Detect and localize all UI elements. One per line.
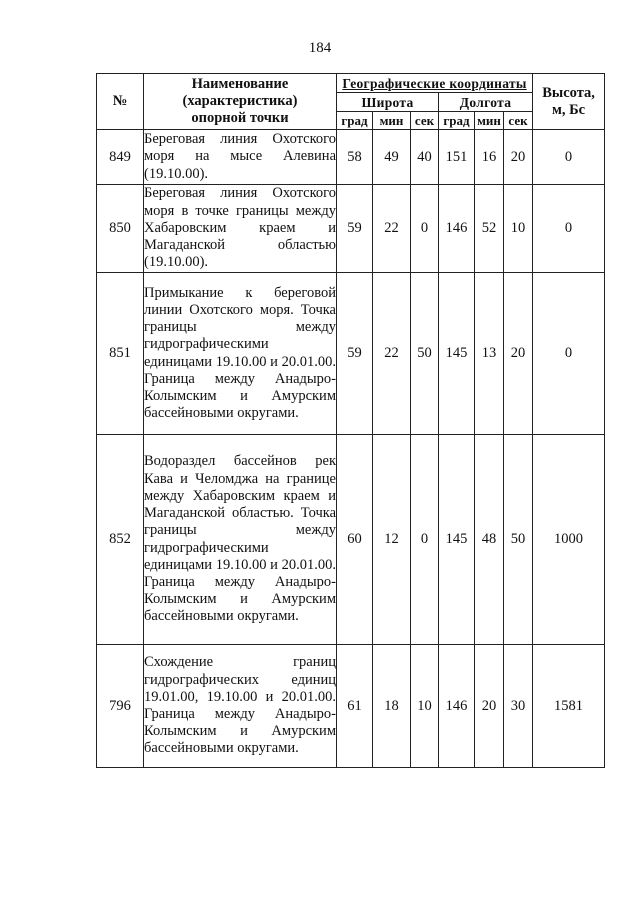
lat-deg: 59 xyxy=(337,273,373,435)
header-name-line3: опорной точки xyxy=(191,110,289,126)
row-description: Примыкание к береговой линии Охотского моря. Точка границы между гидрографическими единицами 19.10.00 и 20.01.00. Граница между Анадыро-Колымским и Амурским бассейновыми округами. xyxy=(144,273,337,435)
lon-sec: 50 xyxy=(504,435,533,645)
row-number: 851 xyxy=(97,273,144,435)
lon-min: 16 xyxy=(475,130,504,185)
header-height-line1: Высота, xyxy=(542,84,595,101)
lat-sec: 0 xyxy=(411,185,439,273)
lat-sec: 10 xyxy=(411,645,439,768)
header-lat-sec: сек xyxy=(411,112,439,130)
table-row xyxy=(97,645,605,768)
lon-min: 13 xyxy=(475,273,504,435)
height: 0 xyxy=(533,185,605,273)
lat-deg: 59 xyxy=(337,185,373,273)
height: 0 xyxy=(533,130,605,185)
header-lon-sec: сек xyxy=(504,112,533,130)
table-row xyxy=(97,435,605,645)
lat-sec: 40 xyxy=(411,130,439,185)
height: 1581 xyxy=(533,645,605,768)
row-description: Водораздел бассейнов рек Кава и Челомджа на границе между Хабаровским краем и Магаданской областью. Точка границы между гидрографическими единицами 19.10.00 и 20.01.00. Граница между Анадыро-Колымским и Амурским бассейновыми округами. xyxy=(144,435,337,645)
coordinates-table xyxy=(96,73,605,768)
table-row xyxy=(97,185,605,273)
lat-min: 12 xyxy=(373,435,411,645)
header-name xyxy=(144,74,337,130)
lon-deg: 146 xyxy=(439,645,475,768)
lat-sec: 0 xyxy=(411,435,439,645)
lon-sec: 20 xyxy=(504,130,533,185)
lon-sec: 20 xyxy=(504,273,533,435)
lon-min: 52 xyxy=(475,185,504,273)
header-number: № xyxy=(97,74,144,130)
header-latitude: Широта xyxy=(337,93,439,112)
header-lon-min: мин xyxy=(475,112,504,130)
page-number: 184 xyxy=(308,40,332,56)
lat-deg: 61 xyxy=(337,645,373,768)
header-lat-min: мин xyxy=(373,112,411,130)
row-description: Береговая линия Охотского моря в точке границы между Хабаровским краем и Магаданской областью (19.10.00). xyxy=(144,185,337,273)
lat-min: 18 xyxy=(373,645,411,768)
row-description: Береговая линия Охотского моря на мысе Алевина (19.10.00). xyxy=(144,130,337,185)
lat-min: 22 xyxy=(373,185,411,273)
row-description: Схождение границ гидрографических единиц 19.01.00, 19.10.00 и 20.01.00. Граница между Анадыро-Колымским и Амурским бассейновыми округами. xyxy=(144,645,337,768)
lat-deg: 58 xyxy=(337,130,373,185)
lon-sec: 30 xyxy=(504,645,533,768)
header-longitude: Долгота xyxy=(439,93,533,112)
header-name-line2: (характеристика) xyxy=(182,93,298,109)
lat-sec: 50 xyxy=(411,273,439,435)
lat-min: 22 xyxy=(373,273,411,435)
header-height-line2: м, Бс xyxy=(551,101,586,118)
lon-sec: 10 xyxy=(504,185,533,273)
lon-deg: 151 xyxy=(439,130,475,185)
lon-min: 48 xyxy=(475,435,504,645)
lon-deg: 145 xyxy=(439,273,475,435)
lat-deg: 60 xyxy=(337,435,373,645)
header-lon-deg: град xyxy=(439,112,475,130)
row-number: 850 xyxy=(97,185,144,273)
table-row xyxy=(97,130,605,185)
row-number: 796 xyxy=(97,645,144,768)
lat-min: 49 xyxy=(373,130,411,185)
lon-deg: 146 xyxy=(439,185,475,273)
lon-min: 20 xyxy=(475,645,504,768)
height: 1000 xyxy=(533,435,605,645)
table-row xyxy=(97,273,605,435)
header-height xyxy=(533,74,605,130)
header-name-line1: Наименование xyxy=(191,76,289,92)
lon-deg: 145 xyxy=(439,435,475,645)
row-number: 852 xyxy=(97,435,144,645)
header-lat-deg: град xyxy=(337,112,373,130)
row-number: 849 xyxy=(97,130,144,185)
height: 0 xyxy=(533,273,605,435)
header-geo: Географические координаты xyxy=(337,74,533,93)
